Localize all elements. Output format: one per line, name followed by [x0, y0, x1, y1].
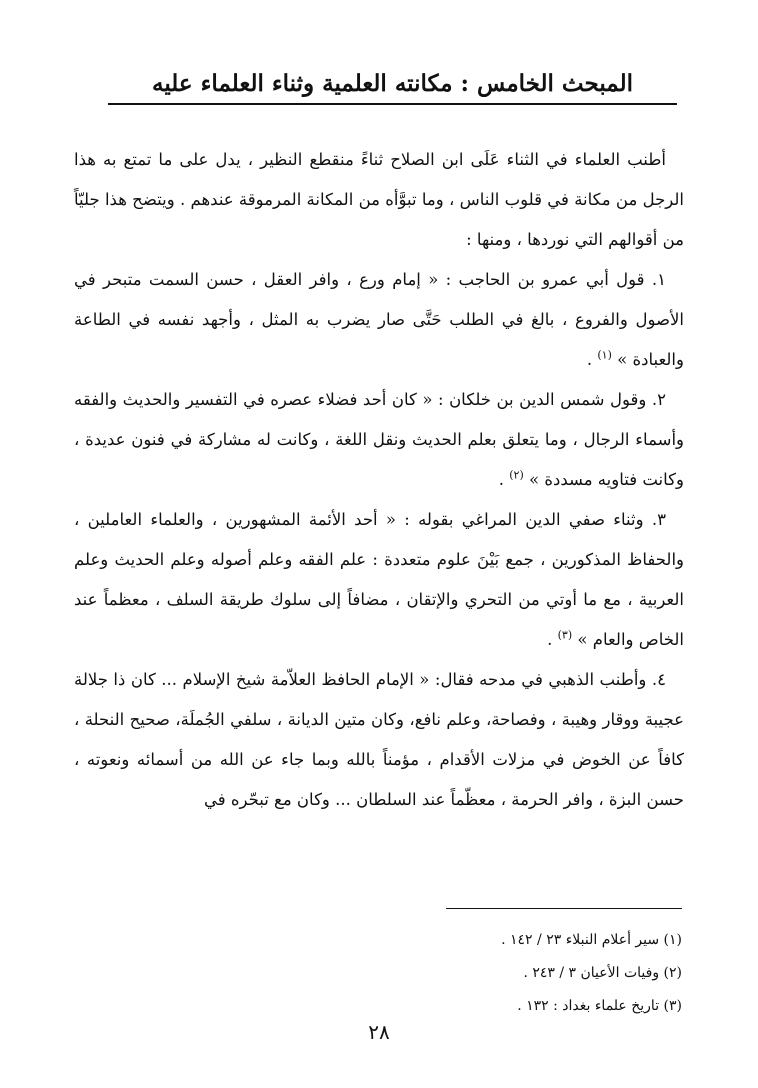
footnote-1: (١) سير أعلام النبلاء ٢٣ / ١٤٢ .: [501, 932, 682, 948]
footnote-3: (٣) تاريخ علماء بغداد : ١٣٢ .: [517, 998, 682, 1014]
quote-paragraph-2: [74, 380, 684, 500]
section-heading: المبحث الخامس : مكانته العلمية وثناء العلماء عليه: [108, 70, 677, 105]
footnote-ref-3: (٣): [557, 628, 573, 642]
footnote-ref-2: (٢): [509, 468, 524, 482]
quote-end-2: .: [498, 470, 510, 489]
footnote-2: (٢) وفيات الأعيان ٣ / ٢٤٣ .: [523, 965, 682, 981]
quote-end-1: .: [586, 350, 598, 369]
quote-paragraph-1: [74, 260, 684, 380]
quote-text-1: ١. قول أبي عمرو بن الحاجب : « إمام ورع ، وافر العقل ، حسن السمت متبحر في الأصول والفروع ، بالغ في الطلب حَتَّى صار يضرب به المثل ، وأجهد نفسه في الطاعة والعبادة »: [74, 270, 684, 369]
main-text: [74, 140, 684, 820]
section-heading-wrap: [100, 70, 685, 105]
quote-paragraph-4: [74, 660, 684, 820]
quote-paragraph-3: [74, 500, 684, 660]
footnote-divider: [446, 908, 682, 909]
quote-end-3: .: [547, 630, 558, 649]
page-number: ٢٨: [368, 1020, 390, 1044]
intro-paragraph: أطنب العلماء في الثناء عَلَى ابن الصلاح ثناءً منقطع النظير ، يدل على ما تمتع به هذا الرجل من مكانة في قلوب الناس ، وما تبوَّأه من المكانة المرموقة عندهم . ويتضح هذا جليّاً من أقوالهم التي نوردها ، ومنها :: [74, 150, 684, 249]
quote-text-2: ٢. وقول شمس الدين بن خلكان : « كان أحد فضلاء عصره في التفسير والحديث والفقه وأسماء الرجال ، وما يتعلق بعلم الحديث ونقل اللغة ، وكانت له مشاركة في فنون عديدة ، وكانت فتاويه مسددة »: [74, 390, 684, 489]
quote-text-3: ٣. وثناء صفي الدين المراغي بقوله : « أحد الأئمة المشهورين ، والعلماء العاملين ، والحفاظ المذكورين ، جمع بَيْنَ علوم متعددة : علم الفقه وعلم أصوله وعلم الحديث وعلم العربية ، مع ما أوتي من التحري والإتقان ، مضافاً إلى سلوك طريقة السلف ، معظماً عند الخاص والعام »: [74, 510, 684, 649]
footnotes: [300, 924, 682, 1023]
footnote-ref-1: (١): [597, 348, 612, 362]
quote-text-4: ٤. وأطنب الذهبي في مدحه فقال: « الإمام الحافظ العلاّمة شيخ الإسلام ... كان ذا جلالة عجيبة ووقار وهيبة ، وفصاحة، وعلم نافع، وكان متين الديانة ، سلفي الجُملَة، صحيح النحلة ، كافاً عن الخوض في مزلات الأقدام ، مؤمناً بالله وبما جاء عن الله من أسمائه ونعوته ، حسن البزة ، وافر الحرمة ، معظّماً عند السلطان ... وكان مع تبحّره في: [74, 670, 684, 809]
